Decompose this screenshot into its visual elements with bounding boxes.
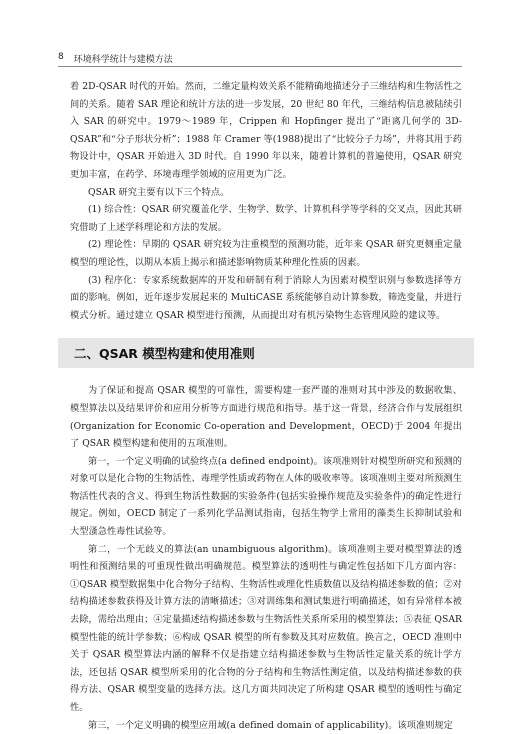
paragraph: 着 2D-QSAR 时代的开始。然而，二维定量构效关系不能精确地描述分子三维结构和生物活性之间的关系。随着 SAR 理论和统计方法的进一步发展，20 世纪 80 年代，三维结构信息被陆续引入 SAR 的研究中。1979～1989 年，Crippen 和 Hopfinger 提出了“距离几何学的 3D-QSAR”和“分子形状分析”；1988 年 Cramer 等(1988)提出了“比较分子力场”，并将其用于药物设计中，QSAR 开始进入 3D 时代。自 1990 年以来，随着计算机的普遍使用，QSAR 研究更加丰富，在药学、环境毒理学领域的应用更为广泛。 <box>70 81 462 180</box>
paragraph: 为了保证和提高 QSAR 模型的可靠性，需要构建一套严谨的准则对其中涉及的数据收集、模型算法以及结果评价和应用分析等方面进行规范和指导。基于这一背景，经济合作与发展组织(Organization for Economic Co-operation and Development，OECD)于 2004 年提出了 QSAR 模型构建和使用的五项准则。 <box>70 385 462 450</box>
header-rule <box>58 66 462 67</box>
body-text <box>70 78 462 734</box>
book-title: 环境科学统计与建模方法 <box>73 55 173 65</box>
paragraph: (1) 综合性：QSAR 研究覆盖化学、生物学、数学、计算机科学等学科的交叉点，因此其研究借助了上述学科理论和方法的发展。 <box>70 204 462 233</box>
section-heading: 二、QSAR 模型构建和使用准则 <box>74 346 255 362</box>
paragraph: 第一，一个定义明确的试验终点(a defined endpoint)。该项准则针对模型所研究和预测的对象可以是化合物的生物活性、毒理学性质或药物在人体的吸收率等。该项准则主要对所预测生物活性代表的含义、得到生物活性数据的实验条件(包括实验操作规范及实验条件)的确定性进行规定。例如，OECD 制定了一系列化学品测试指南，包括生物学上常用的藻类生长抑制试验和大型溞急性毒性试验等。 <box>70 455 462 538</box>
paragraph: 第二，一个无歧义的算法(an unambiguous algorithm)。该项准则主要对模型算法的透明性和预测结果的可重现性做出明确规范。模型算法的透明性与确定性包括如下几方面内容：①QSAR 模型数据集中化合物分子结构、生物活性或理化性质数值以及结构描述参数的值；②对结构描述参数获得及计算方法的清晰描述；③对训练集和测试集进行明确描述，如有异常样本被去除，需给出理由；④定量描述结构描述参数与生物活性关系所采用的模型算法；⑤表征 QSAR 模型性能的统计学参数；⑥构成 QSAR 模型的所有参数及其对应数值。换言之，OECD 准则中关于 QSAR 模型算法内涵的解释不仅是指建立结构描述参数与生物活性定量关系的统计学方法，还包括 QSAR 模型所采用的化合物的分子结构和生物活性测定值，以及结构描述参数的获得方法、QSAR 模型变量的选择方法。这几方面共同决定了所构建 QSAR 模型的透明性与确定性。 <box>70 543 462 713</box>
paragraph: (3) 程序化：专家系统数据库的开发和研制有利于消除人为因素对模型识别与参数选择等方面的影响。例如，近年逐步发展起来的 MultiCASE 系统能够自动计算参数，筛选变量，并进行模式分析。通过建立 QSAR 模型进行预测，从而提出对有机污染物生态管理风险的建议等。 <box>70 274 462 321</box>
section-heading-bar <box>58 338 474 368</box>
paragraph: 第三，一个定义明确的模型应用域(a defined domain of applicability)。该项准则规定 <box>88 719 453 731</box>
running-head <box>58 52 462 65</box>
paragraph: QSAR 研究主要有以下三个特点。 <box>88 186 230 198</box>
page-number: 8 <box>58 52 64 62</box>
paragraph: (2) 理论性：早期的 QSAR 研究较为注重模型的预测功能，近年来 QSAR 研究更侧重定量模型的理论性，以期从本质上揭示和描述影响物质某种理化性质的因素。 <box>70 239 462 268</box>
